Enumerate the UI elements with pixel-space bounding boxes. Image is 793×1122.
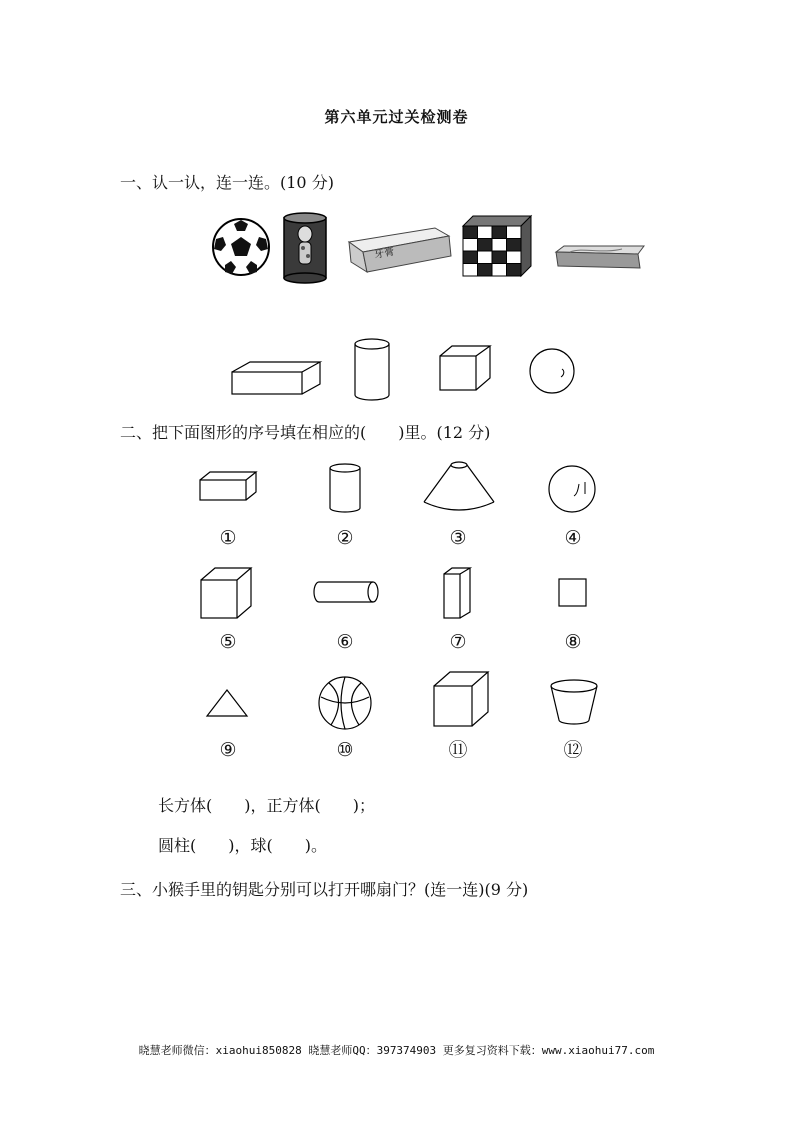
figure-9-triangle — [205, 688, 249, 718]
toothpaste-label: 牙膏 — [373, 246, 396, 261]
cylinder-shape — [352, 337, 392, 403]
figure-label-6: ⑥ — [336, 631, 354, 653]
answer-line-1: 长方体( )，正方体( )； — [158, 796, 375, 815]
cube-shape — [438, 344, 492, 392]
figure-label-5: ⑤ — [219, 631, 237, 653]
section3-heading: 三、小猴手里的钥匙分别可以打开哪扇门？(连一连)(9 分) — [120, 880, 529, 899]
figure-2-cylinder — [327, 462, 363, 514]
toothpaste-box-icon — [345, 222, 453, 280]
can-icon — [282, 212, 328, 284]
sphere-shape — [528, 347, 576, 395]
section2-heading: 二、把下面图形的序号填在相应的( )里。(12 分) — [120, 423, 491, 442]
figure-8-square — [558, 578, 588, 608]
rubiks-cube-icon — [461, 214, 533, 278]
figure-label-9: ⑨ — [219, 739, 237, 761]
answer-line-2: 圆柱( )，球( )。 — [158, 836, 327, 855]
figure-label-8: ⑧ — [564, 631, 582, 653]
figure-10-basketball — [317, 675, 373, 731]
figure-label-1: ① — [219, 527, 237, 549]
figure-label-4: ④ — [564, 527, 582, 549]
figure-7-tall-cuboid — [442, 566, 472, 620]
figure-3-frustum — [422, 460, 496, 512]
section1-heading: 一、认一认，连一连。(10 分) — [120, 173, 334, 192]
flat-box-icon — [552, 244, 648, 276]
figure-1-cuboid — [198, 470, 258, 504]
figure-label-10: ⑩ — [336, 739, 354, 761]
figure-label-3: ③ — [449, 527, 467, 549]
page-footer: 晓慧老师微信：xiaohui850828 晓慧老师QQ：397374903 更多复习资料下载：www.xiaohui77.com — [138, 1044, 655, 1057]
figure-label-2: ② — [336, 527, 354, 549]
figure-label-12: ⑫ — [563, 739, 583, 761]
soccer-ball-icon — [211, 217, 271, 277]
figure-label-11: ⑪ — [448, 739, 468, 761]
figure-4-sphere — [547, 464, 597, 514]
page-title: 第六单元过关检测卷 — [324, 108, 469, 126]
figure-label-7: ⑦ — [449, 631, 467, 653]
figure-5-cube — [199, 566, 253, 620]
figure-11-cube — [432, 670, 490, 728]
figure-6-lying-cylinder — [311, 580, 381, 604]
figure-12-bucket — [548, 678, 600, 726]
cuboid-shape — [230, 360, 322, 396]
